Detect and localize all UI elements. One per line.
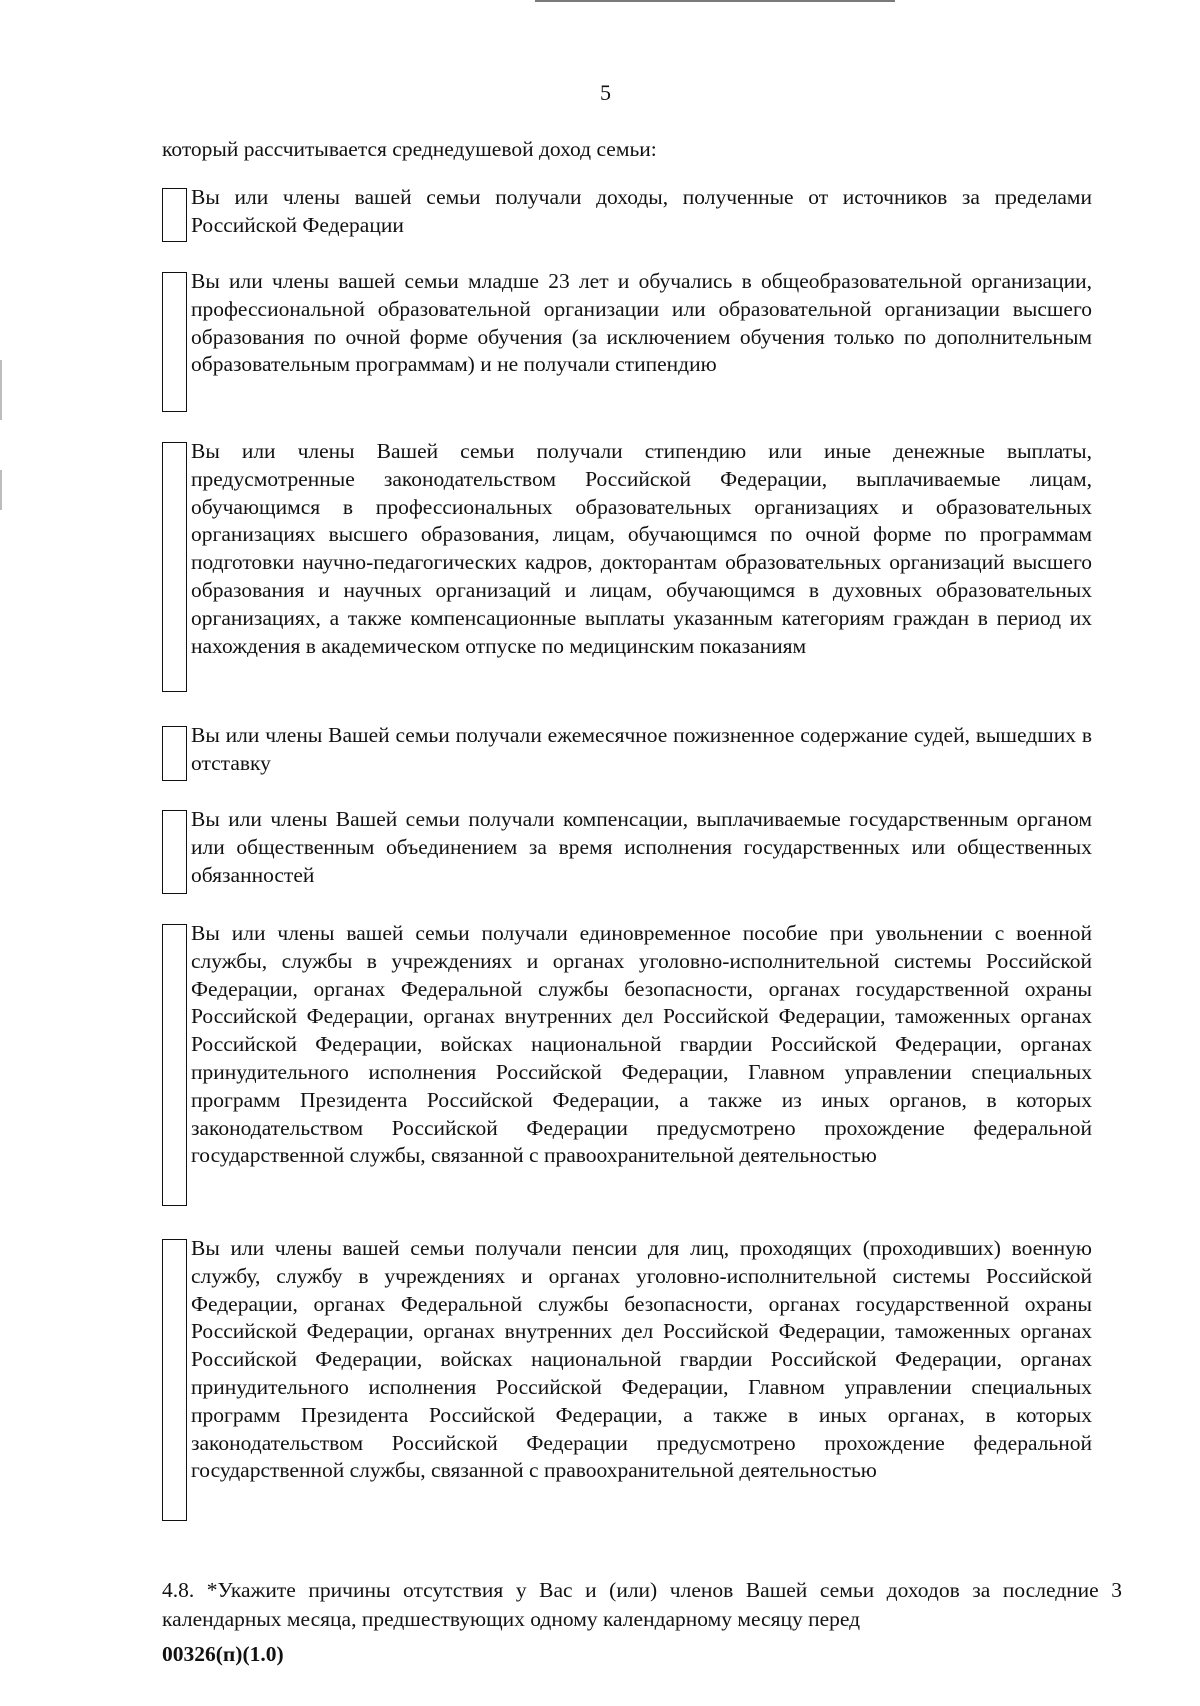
checkbox[interactable] — [162, 1239, 187, 1521]
option-label: Вы или члены вашей семьи получали доходы, полученные от источников за пределами Российской Федерации — [191, 185, 1092, 237]
scan-edge-line — [535, 0, 895, 2]
checkbox[interactable] — [162, 810, 187, 894]
checkbox[interactable] — [162, 442, 187, 692]
scan-margin-mark — [0, 360, 2, 420]
scan-margin-mark — [0, 470, 2, 510]
lead-text: который рассчитывается среднедушевой доход семьи: — [162, 137, 657, 161]
section-4-8-text: 4.8. *Укажите причины отсутствия у Вас и (или) членов Вашей семьи доходов за последние 3 календарных месяца, предшествующих одному календарному месяцу перед — [162, 1578, 1122, 1631]
option-label: Вы или члены вашей семьи получали пенсии для лиц, проходящих (проходивших) военную службу, службу в учреждениях и органах уголовно-исполнительной системы Российской Федерации, органах Федеральной службы безопасности, органах государственной охраны Российской Федерации, органах внутренних дел Российской Федерации, таможенных органах Российской Федерации, войсках национальной гвардии Российской Федерации, органах принудительного исполнения Российской Федерации, Главном управлении специальных программ Президента Российской Федерации, а также в иных органах, в которых законодательством Российской Федерации предусмотрено прохождение федеральной государственной службы, связанной с правоохранительной деятельностью — [191, 1236, 1092, 1483]
option-label: Вы или члены Вашей семьи получали стипендию или иные денежные выплаты, предусмотренные законодательством Российской Федерации, выплачиваемые лицам, обучающимся в профессиональных образовательных организациях и образовательных организациях высшего образования, лицам, обучающимся по очной форме по программам подготовки научно-педагогических кадров, докторантам образовательных организаций высшего образования и научных организаций и лицам, обучающимся в духовных образовательных организациях, а также компенсационные выплаты указанным категориям граждан в период их нахождения в академическом отпуске по медицинским показаниям — [191, 439, 1092, 658]
form-code: 00326(п)(1.0) — [162, 1642, 284, 1666]
option-label: Вы или члены Вашей семьи получали компенсации, выплачиваемые государственным органом или общественным объединением за время исполнения государственных или общественных обязанностей — [191, 807, 1092, 887]
page-number: 5 — [600, 80, 611, 105]
option-label: Вы или члены вашей семьи младше 23 лет и обучались в общеобразовательной организации, профессиональной образовательной организации или образовательной организации высшего образования по очной форме обучения (за исключением обучения только по дополнительным образовательным программам) и не получали стипендию — [191, 269, 1092, 377]
option-label: Вы или члены вашей семьи получали единовременное пособие при увольнении с военной службы, службы в учреждениях и органах уголовно-исполнительной системы Российской Федерации, органах Федеральной службы безопасности, органах государственной охраны Российской Федерации, органах внутренних дел Российской Федерации, таможенных органах Российской Федерации, войсках национальной гвардии Российской Федерации, органах принудительного исполнения Российской Федерации, Главном управлении специальных программ Президента Российской Федерации, а также из иных органов, в которых законодательством Российской Федерации предусмотрено прохождение федеральной государственной службы, связанной с правоохранительной деятельностью — [191, 921, 1092, 1168]
checkbox[interactable] — [162, 726, 187, 781]
checkbox[interactable] — [162, 272, 187, 412]
checkbox[interactable] — [162, 188, 187, 242]
checkbox[interactable] — [162, 924, 187, 1206]
option-label: Вы или члены Вашей семьи получали ежемесячное пожизненное содержание судей, вышедших в отставку — [191, 723, 1092, 775]
